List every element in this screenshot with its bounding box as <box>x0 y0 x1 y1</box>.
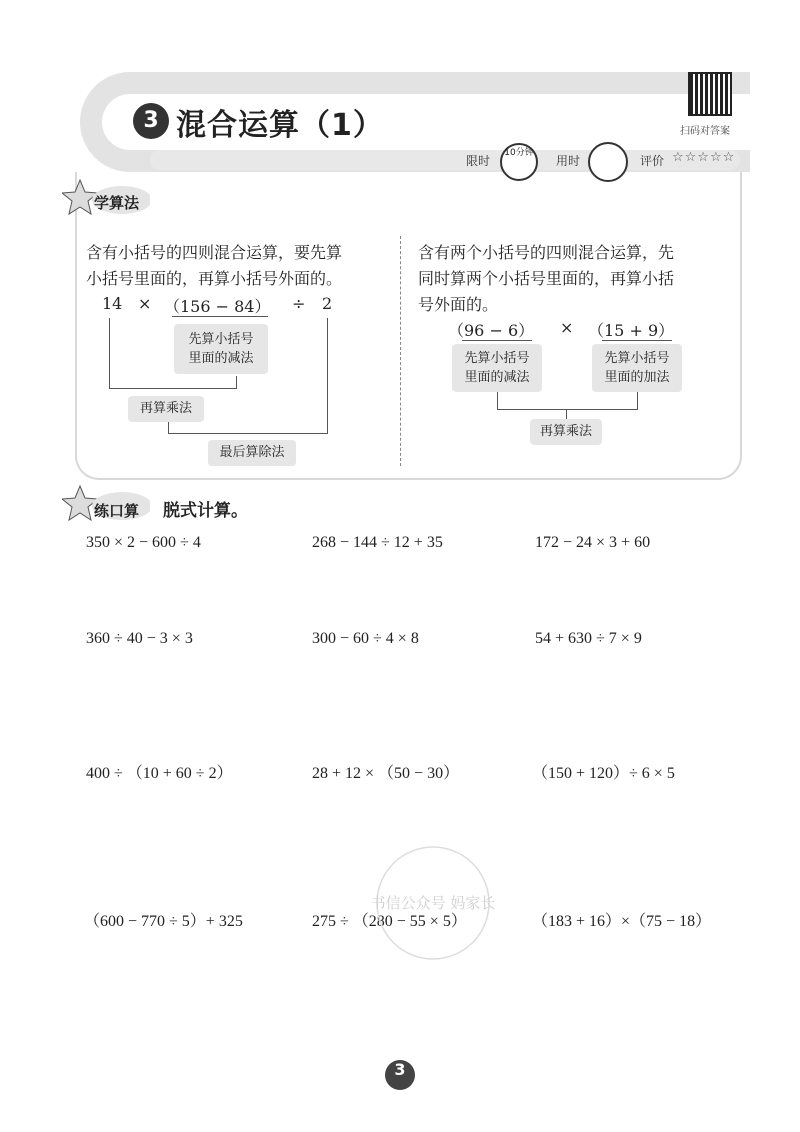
connector-line <box>109 388 237 389</box>
right-note-multiply: 再算乘法 <box>530 419 602 445</box>
problem-1: 350 × 2 − 600 ÷ 4 <box>86 534 201 551</box>
bracket-line <box>172 316 268 317</box>
rating-label: 评价 <box>640 154 665 168</box>
problem-9: （150 + 120）÷ 6 × 5 <box>532 765 675 782</box>
connector-line <box>327 318 328 434</box>
left-text-line2: 小括号里面的，再算小括号外面的。 <box>86 269 343 288</box>
right-text-line3: 号外面的。 <box>418 295 499 314</box>
right-expr-right: （15 + 9） <box>588 321 675 340</box>
problem-12: （183 + 16）×（75 − 18） <box>532 913 712 930</box>
method-section-label: 学算法 <box>94 194 140 212</box>
time-limit-label: 限时 <box>466 154 491 168</box>
watermark-stamp <box>358 838 508 968</box>
right-note-subtract <box>452 344 542 392</box>
note-line: 里面的减法 <box>188 351 254 366</box>
bracket-line <box>462 340 532 341</box>
problem-7: 400 ÷ （10 + 60 ÷ 2） <box>86 765 233 782</box>
connector-line <box>168 433 328 434</box>
connector-line <box>566 409 567 419</box>
left-expr-div: ÷ <box>292 294 306 313</box>
left-expr-2: 2 <box>322 294 333 313</box>
bracket-line <box>602 340 672 341</box>
problem-4: 360 ÷ 40 − 3 × 3 <box>86 630 193 647</box>
watermark-text: 书信公众号 妈家长 <box>370 894 496 912</box>
method-divider <box>400 236 401 466</box>
problem-6: 54 + 630 ÷ 7 × 9 <box>535 630 642 647</box>
connector-line <box>109 318 110 388</box>
page-number: 3 <box>385 1060 415 1090</box>
note-line: 里面的加法 <box>604 370 670 385</box>
lesson-number-badge: 3 <box>133 103 169 139</box>
problem-10: （600 − 770 ÷ 5）+ 325 <box>84 913 243 930</box>
problem-3: 172 − 24 × 3 + 60 <box>535 534 651 551</box>
note-line: 先算小括号 <box>604 351 670 366</box>
connector-line <box>497 409 638 410</box>
note-line: 先算小括号 <box>188 332 254 347</box>
note-line: 里面的减法 <box>464 370 530 385</box>
problem-2: 268 − 144 ÷ 12 + 35 <box>312 534 443 551</box>
practice-instruction: 脱式计算。 <box>163 501 248 521</box>
right-text-line2: 同时算两个小括号里面的，再算小括 <box>418 269 675 288</box>
connector-line <box>497 392 498 410</box>
qr-code-icon[interactable] <box>688 72 732 116</box>
page-title: 混合运算（1） <box>176 108 384 143</box>
time-limit-value: 10分钟 <box>504 148 534 158</box>
right-expr-left: （96 − 6） <box>448 321 535 340</box>
left-expr-paren: （156 − 84） <box>164 297 271 316</box>
rating-stars[interactable]: ☆☆☆☆☆ <box>672 150 736 165</box>
qr-label: 扫码对答案 <box>680 126 730 137</box>
left-expr-times: × <box>138 294 152 313</box>
left-note-divide: 最后算除法 <box>208 440 296 466</box>
connector-line <box>637 392 638 410</box>
time-used-label: 用时 <box>556 154 581 168</box>
connector-line <box>236 376 237 388</box>
problem-11: 275 ÷ （280 − 55 × 5） <box>312 913 467 930</box>
left-expr-14: 14 <box>102 294 123 313</box>
right-text-line1: 含有两个小括号的四则混合运算，先 <box>418 243 675 262</box>
problem-8: 28 + 12 × （50 − 30） <box>312 765 460 782</box>
left-note-subtract <box>174 324 268 374</box>
left-note-multiply: 再算乘法 <box>128 396 204 422</box>
left-text-line1: 含有小括号的四则混合运算，要先算 <box>86 243 343 262</box>
right-note-add <box>592 344 682 392</box>
note-line: 先算小括号 <box>464 351 530 366</box>
practice-section-label: 练口算 <box>94 502 140 520</box>
problem-5: 300 − 60 ÷ 4 × 8 <box>312 630 419 647</box>
right-expr-times: × <box>560 318 574 337</box>
